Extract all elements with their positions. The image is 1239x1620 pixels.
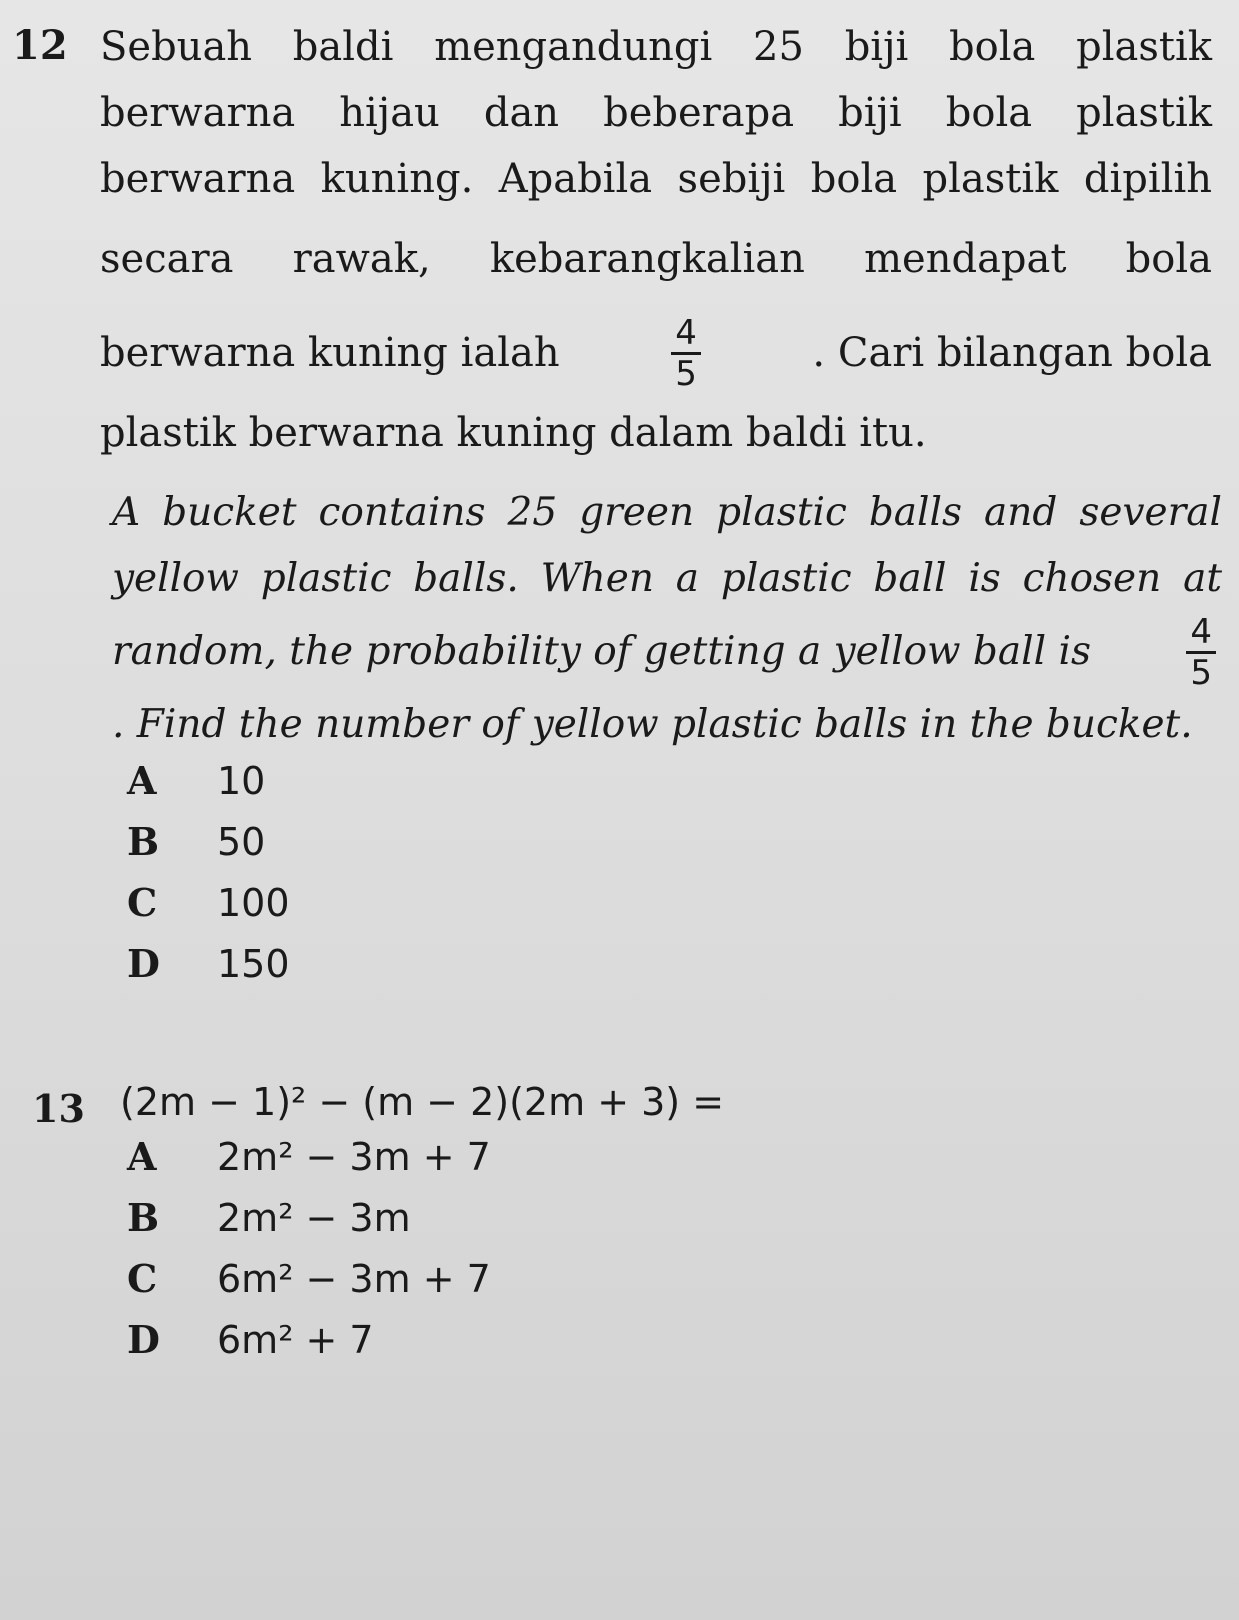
option-d[interactable]: D 6m² + 7 — [127, 1317, 374, 1362]
question-number: 12 — [12, 22, 68, 69]
option-c[interactable]: C 100 — [127, 880, 290, 925]
fraction: $\frac{4}{5}$ — [1186, 613, 1216, 692]
text-line: . Find the number of yellow plastic balls in the bucket. — [112, 702, 1193, 747]
question-text-malay — [100, 14, 1212, 466]
option-a[interactable]: A 2m² − 3m + 7 — [127, 1134, 491, 1179]
text-line: A bucket contains 25 green plastic balls and several — [112, 490, 1222, 535]
option-c[interactable]: C 6m² − 3m + 7 — [127, 1256, 491, 1301]
option-a[interactable]: A 10 — [127, 758, 266, 803]
text-line: berwarna kuning. Apabila sebiji bola plastik dipilih — [100, 156, 1212, 202]
option-b[interactable]: B 50 — [127, 819, 266, 864]
text-line: berwarna kuning ialah $\frac{4}{5}$ . Cari bilangan bola — [100, 312, 1212, 394]
text-line: berwarna hijau dan beberapa biji bola plastik — [100, 90, 1212, 136]
text-line: random, the probability of getting a yellow ball is $\frac{4}{5}$ — [112, 612, 1222, 692]
option-d[interactable]: D 150 — [127, 941, 290, 986]
options-list — [127, 1126, 491, 1370]
text-line: yellow plastic balls. When a plastic ball is chosen at — [112, 556, 1222, 601]
options-list — [127, 750, 290, 994]
option-b[interactable]: B 2m² − 3m — [127, 1195, 411, 1240]
text-line: Sebuah baldi mengandungi 25 biji bola plastik — [100, 24, 1212, 70]
fraction: $\frac{4}{5}$ — [671, 314, 701, 393]
text-line: secara rawak, kebarangkalian mendapat bola — [100, 236, 1212, 282]
text-line: plastik berwarna kuning dalam baldi itu. — [100, 410, 927, 456]
question-expression: (2m − 1)² − (m − 2)(2m + 3) = — [120, 1080, 725, 1124]
question-number: 13 — [32, 1086, 85, 1131]
question-text-english — [112, 480, 1222, 758]
